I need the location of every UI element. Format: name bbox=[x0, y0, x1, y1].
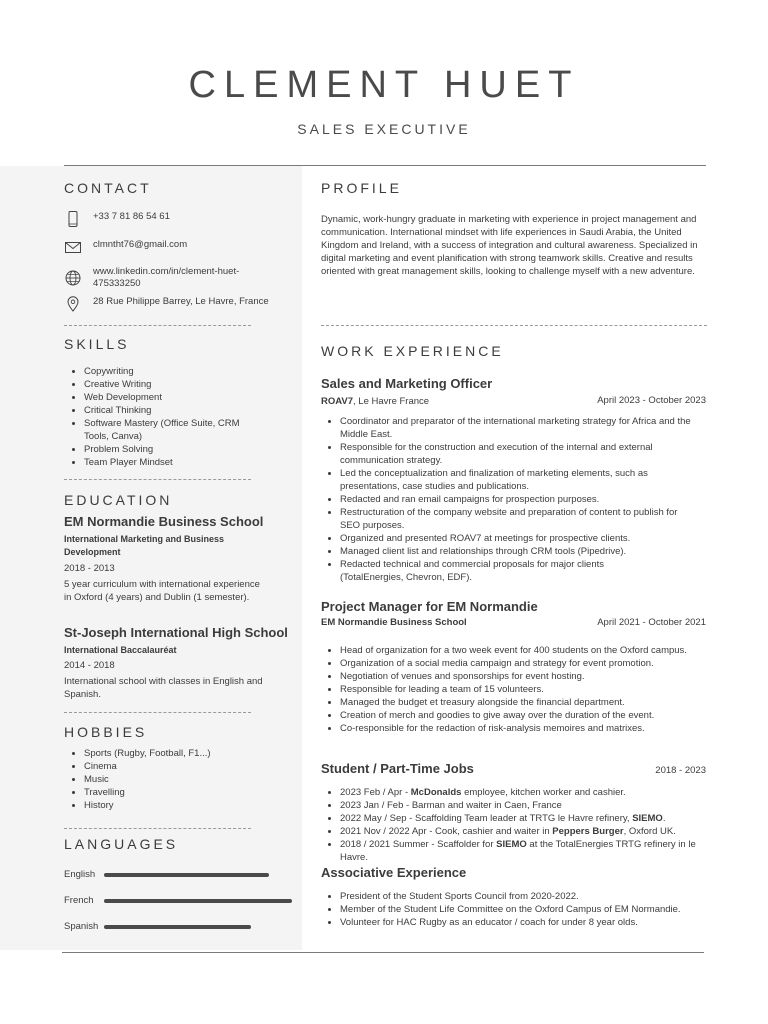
company-name: ROAV7 bbox=[321, 396, 354, 407]
language-level-bar bbox=[104, 873, 269, 877]
hobby-item: Travelling bbox=[84, 786, 284, 799]
job-bullet: 2022 May / Sep - Scaffolding Team leader at TRTG le Havre refinery, SIEMO. bbox=[340, 812, 712, 825]
language-name: English bbox=[64, 869, 96, 880]
skill-item: Web Development bbox=[84, 391, 284, 404]
contact-heading: CONTACT bbox=[64, 180, 152, 196]
email-text[interactable]: clmntht76@gmail.com bbox=[93, 239, 188, 250]
phone-text: +33 7 81 86 54 61 bbox=[93, 211, 170, 222]
school-years: 2018 - 2013 bbox=[64, 563, 115, 574]
job-title: Student / Part-Time Jobs bbox=[321, 761, 474, 776]
job-bullet: Redacted technical and commercial proposals for major clients (TotalEnergies, Chevron, EDF). bbox=[340, 558, 640, 584]
address-text: 28 Rue Philippe Barrey, Le Havre, France bbox=[93, 296, 269, 307]
school-years: 2014 - 2018 bbox=[64, 660, 115, 671]
hobbies-divider bbox=[64, 828, 251, 829]
location-pin-icon bbox=[64, 296, 82, 312]
school-degree: International Marketing and Business Development bbox=[64, 534, 225, 557]
job-bullet: Managed the budget et treasury alongside the financial department. bbox=[340, 696, 712, 709]
job-bullet: Creation of merch and goodies to give away over the duration of the event. bbox=[340, 709, 712, 722]
contact-email bbox=[64, 239, 268, 255]
job-dates: 2018 - 2023 bbox=[655, 765, 706, 776]
profile-text: Dynamic, work-hungry graduate in marketing with experience in project management and communication. International mindset with life experiences in Saudi Arabia, the United Kingdom and Ireland, with a success of integration and cultural awareness. Specialized in digital marketing and event planification with strong teamwork skills. Creative and results oriented with great management skills, looking to challenge myself with a new adventure. bbox=[321, 214, 698, 277]
job-dates: April 2021 - October 2021 bbox=[597, 617, 706, 628]
school-name: St-Joseph International High School bbox=[64, 625, 288, 640]
job-bullet: Responsible for the construction and execution of the internal and external communication strategy. bbox=[340, 441, 695, 467]
job-bullets bbox=[320, 786, 712, 864]
school-name: EM Normandie Business School bbox=[64, 514, 264, 529]
job-bullet: Led the conceptualization and finalization of marketing elements, such as presentations, case studies and publications. bbox=[340, 467, 695, 493]
school-description: International school with classes in English and Spanish. bbox=[64, 676, 263, 700]
language-level-bar bbox=[104, 899, 292, 903]
job-bullet: Co-responsible for the redaction of risk-analysis memoires and matrixes. bbox=[340, 722, 712, 735]
job-bullets bbox=[320, 415, 712, 584]
language-row bbox=[64, 869, 269, 880]
job-bullet: President of the Student Sports Council from 2020-2022. bbox=[340, 890, 712, 903]
skills-list bbox=[64, 365, 284, 469]
hobbies-heading: HOBBIES bbox=[64, 724, 148, 740]
job-bullet: Head of organization for a two week event for 400 students on the Oxford campus. bbox=[340, 644, 690, 657]
profile-divider bbox=[321, 325, 707, 326]
job-title: Associative Experience bbox=[321, 865, 467, 880]
job-bullet: Member of the Student Life Committee on the Oxford Campus of EM Normandie. bbox=[340, 903, 712, 916]
school-description: 5 year curriculum with international experience in Oxford (4 years) and Dublin (1 semester). bbox=[64, 579, 260, 603]
skill-item: Critical Thinking bbox=[84, 404, 284, 417]
company-location: , Le Havre France bbox=[353, 396, 430, 407]
job-company bbox=[321, 396, 429, 407]
job-bullet: Organization of a social media campaign and strategy for event promotion. bbox=[340, 657, 712, 670]
hobby-item: Music bbox=[84, 773, 284, 786]
language-level-bar bbox=[104, 925, 251, 929]
skill-item: Problem Solving bbox=[84, 443, 284, 456]
job-title: Project Manager for EM Normandie bbox=[321, 599, 538, 614]
language-row bbox=[64, 921, 251, 932]
skill-item: Team Player Mindset bbox=[84, 456, 284, 469]
language-name: Spanish bbox=[64, 921, 99, 932]
linkedin-text[interactable]: www.linkedin.com/in/clement-huet-475333250 bbox=[93, 266, 240, 289]
phone-icon bbox=[64, 211, 82, 227]
profile-heading: PROFILE bbox=[321, 180, 402, 196]
job-bullet: 2021 Nov / 2022 Apr - Cook, cashier and waiter in Peppers Burger, Oxford UK. bbox=[340, 825, 712, 838]
education-heading: EDUCATION bbox=[64, 492, 173, 508]
skill-item: Creative Writing bbox=[84, 378, 284, 391]
job-bullet: Responsible for leading a team of 15 volunteers. bbox=[340, 683, 712, 696]
job-bullet: Restructuration of the company website and preparation of content to publish for SEO purposes. bbox=[340, 506, 680, 532]
job-bullet: Negotiation of venues and sponsorships for event hosting. bbox=[340, 670, 712, 683]
contact-phone bbox=[64, 211, 268, 227]
job-title: Sales and Marketing Officer bbox=[321, 376, 493, 391]
hobbies-list bbox=[64, 747, 284, 812]
hobby-item: History bbox=[84, 799, 284, 812]
skill-item: Software Mastery (Office Suite, CRM Tools, Canva) bbox=[84, 417, 259, 443]
skills-divider bbox=[64, 479, 251, 480]
resume-name: CLEMENT HUET bbox=[188, 64, 580, 106]
job-dates: April 2023 - October 2023 bbox=[597, 395, 706, 406]
job-bullets bbox=[320, 644, 712, 735]
language-name: French bbox=[64, 895, 94, 906]
job-bullets bbox=[320, 890, 712, 929]
job-bullet: Managed client list and relationships through CRM tools (Pipedrive). bbox=[340, 545, 712, 558]
job-bullet: 2023 Jan / Feb - Barman and waiter in Caen, France bbox=[340, 799, 712, 812]
skills-heading: SKILLS bbox=[64, 336, 130, 352]
job-bullet: Coordinator and preparator of the international marketing strategy for Africa and the Middle East. bbox=[340, 415, 695, 441]
language-row bbox=[64, 895, 292, 906]
bottom-divider bbox=[62, 952, 704, 953]
globe-icon bbox=[64, 270, 82, 286]
job-bullet: 2018 / 2021 Summer - Scaffolder for SIEMO at the TotalEnergies TRTG refinery in le Havre. bbox=[340, 838, 715, 864]
resume-title: SALES EXECUTIVE bbox=[297, 121, 471, 137]
work-heading: WORK EXPERIENCE bbox=[321, 343, 504, 359]
school-degree: International Baccalauréat bbox=[64, 645, 177, 655]
education-divider bbox=[64, 712, 251, 713]
languages-heading: LANGUAGES bbox=[64, 836, 179, 852]
job-bullet: Redacted and ran email campaigns for prospection purposes. bbox=[340, 493, 712, 506]
job-bullet: Organized and presented ROAV7 at meetings for prospective clients. bbox=[340, 532, 712, 545]
hobby-item: Sports (Rugby, Football, F1...) bbox=[84, 747, 284, 760]
contact-linkedin bbox=[64, 266, 268, 290]
job-bullet: Volunteer for HAC Rugby as an educator / coach for under 8 year olds. bbox=[340, 916, 712, 929]
hobby-item: Cinema bbox=[84, 760, 284, 773]
job-company: EM Normandie Business School bbox=[321, 617, 467, 628]
envelope-icon bbox=[64, 239, 82, 255]
skill-item: Copywriting bbox=[84, 365, 284, 378]
job-bullet: 2023 Feb / Apr - McDonalds employee, kitchen worker and cashier. bbox=[340, 786, 712, 799]
contact-divider bbox=[64, 325, 251, 326]
contact-address bbox=[64, 296, 293, 312]
